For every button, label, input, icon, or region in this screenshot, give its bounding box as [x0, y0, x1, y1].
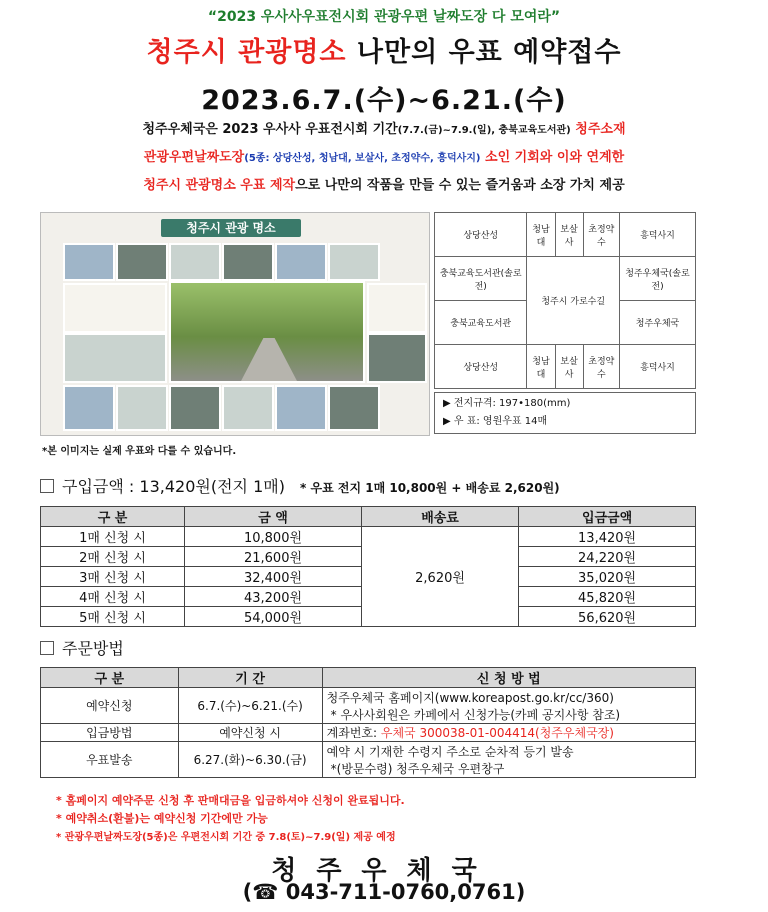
total-cell: 35,020원 [519, 567, 696, 587]
col-header: 배송료 [361, 507, 518, 527]
qty-cell: 2매 신청 시 [41, 547, 185, 567]
stamp-cell [116, 243, 168, 281]
stamp-cell [367, 283, 427, 333]
slogan: “2023 우사사우표전시회 관광우편 날짜도장 다 모여라” [207, 9, 561, 25]
layout-cell: 보살사 [555, 213, 583, 257]
method-line: *(방문수령) 청주우체국 우편창구 [330, 761, 505, 776]
row-label: 우표발송 [41, 742, 179, 778]
method-line: 청주우체국 홈페이지(www.koreapost.go.kr/cc/360) [326, 690, 614, 705]
sheet-header [41, 213, 429, 243]
col-header: 구 분 [41, 668, 179, 688]
stamp-cell [63, 283, 167, 333]
layout-cell: 초정약수 [583, 345, 619, 389]
stamp-cell [169, 243, 221, 281]
row-period: 예약신청 시 [178, 724, 322, 742]
intro-highlight: 청주시 관광명소 우표 제작 [143, 178, 296, 193]
layout-cell: 청남대 [527, 213, 555, 257]
note-line: * 관광우편날짜도장(5종)은 우편전시회 기간 중 7.8(토)~7.9(일) 제공 예정 [56, 832, 396, 843]
spec-count: ▶ 우 표: 영원우표 14매 [443, 416, 548, 427]
stamp-cell [275, 243, 327, 281]
row-period: 6.7.(수)~6.21.(수) [178, 688, 322, 724]
title-highlight: 청주시 관광명소 [146, 37, 347, 68]
qty-cell: 5매 신청 시 [41, 607, 185, 627]
intro-text: 청주우체국은 2023 우사사 우표전시회 기간 [142, 122, 398, 137]
stamp-cell [328, 243, 380, 281]
account-number: 우체국 300038-01-004414(청주우체국장) [380, 726, 614, 740]
amount-cell: 54,000원 [185, 607, 362, 627]
date-range: 2023.6.7.(수)~6.21.(수) [201, 85, 567, 116]
layout-cell: 흥덕사지 [619, 213, 695, 257]
intro-highlight: 청주소재 [575, 122, 626, 137]
price-table [40, 506, 696, 627]
layout-cell: 상당산성 [435, 213, 527, 257]
stamp-cell [367, 333, 427, 383]
stamp-cell [169, 385, 221, 431]
col-header: 입금금액 [519, 507, 696, 527]
spec-size: ▶ 전지규격: 197•180(mm) [443, 398, 571, 409]
stamp-cell [63, 385, 115, 431]
layout-cell: 충북교육도서관(솔로전) [435, 257, 527, 301]
checkbox-icon [40, 479, 54, 493]
col-header: 구 분 [41, 507, 185, 527]
stamp-cell [63, 333, 167, 383]
col-header: 금 액 [185, 507, 362, 527]
table-row [41, 724, 696, 742]
amount-cell: 21,600원 [185, 547, 362, 567]
stamp-sheet-image [40, 212, 430, 436]
purchase-detail: * 우표 전지 1매 10,800원 + 배송료 2,620원) [300, 481, 560, 495]
spec-box [434, 392, 696, 434]
qty-cell: 4매 신청 시 [41, 587, 185, 607]
table-row [41, 527, 696, 547]
col-header: 신 청 방 법 [322, 668, 695, 688]
order-table [40, 667, 696, 778]
intro-line-1 [0, 116, 768, 145]
intro-highlight: 소인 기회와 이와 연계한 [485, 150, 625, 165]
order-heading [40, 636, 124, 659]
stamp-layout-table [434, 212, 696, 389]
amount-cell: 32,400원 [185, 567, 362, 587]
layout-center-cell: 청주시 가로수길 [527, 257, 620, 345]
qty-cell: 1매 신청 시 [41, 527, 185, 547]
checkbox-icon [40, 641, 54, 655]
order-heading-text: 주문방법 [62, 639, 124, 658]
total-cell: 56,620원 [519, 607, 696, 627]
note-line: * 홈페이지 예약주문 신청 후 판매대금을 입금하셔야 신청이 완료됩니다. [56, 794, 405, 807]
layout-cell: 청주우체국 [619, 301, 695, 345]
phone-number: (☎ 043-711-0760,0761) [242, 880, 526, 904]
layout-cell: 충북교육도서관 [435, 301, 527, 345]
intro-small: (7.7.(금)~7.9.(일), 충북교육도서관) [397, 125, 571, 136]
purchase-heading-text: 구입금액 : 13,420원(전지 1매) [62, 477, 285, 496]
stamp-cell [328, 385, 380, 431]
table-row [41, 742, 696, 778]
road-shape [241, 338, 297, 381]
row-label: 입금방법 [41, 724, 179, 742]
layout-cell: 초정약수 [583, 213, 619, 257]
amount-cell: 43,200원 [185, 587, 362, 607]
post-office-name: 청주우체국 [271, 856, 497, 886]
total-cell: 24,220원 [519, 547, 696, 567]
intro-small: (5종: 상당산성, 청남대, 보살사, 초정약수, 흥덕사지) [244, 153, 481, 164]
row-period: 6.27.(화)~6.30.(금) [178, 742, 322, 778]
row-method [322, 742, 695, 778]
total-cell: 13,420원 [519, 527, 696, 547]
layout-cell: 보살사 [555, 345, 583, 389]
total-cell: 45,820원 [519, 587, 696, 607]
row-method [322, 724, 695, 742]
image-note: *본 이미지는 실제 우표와 다를 수 있습니다. [42, 446, 237, 457]
shipping-cell: 2,620원 [361, 527, 518, 627]
intro-text: 으로 나만의 작품을 만들 수 있는 즐거움과 소장 가치 제공 [295, 178, 625, 193]
stamp-cell [222, 243, 274, 281]
row-method [322, 688, 695, 724]
intro-highlight: 관광우편날짜도장 [143, 150, 245, 165]
layout-cell: 청남대 [527, 345, 555, 389]
intro-line-3 [0, 172, 768, 200]
method-line: 예약 시 기재한 수령지 주소로 순차적 등기 발송 [326, 744, 574, 759]
page-title [0, 30, 768, 69]
layout-cell: 상당산성 [435, 345, 527, 389]
stamp-cell [63, 243, 115, 281]
title-rest: 나만의 우표 예약접수 [356, 37, 622, 68]
method-line: * 우사사회원은 카페에서 신청가능(카페 공지사항 참조) [330, 707, 621, 722]
row-label: 예약신청 [41, 688, 179, 724]
avenue-photo [169, 281, 365, 383]
qty-cell: 3매 신청 시 [41, 567, 185, 587]
stamp-cell [116, 385, 168, 431]
table-row [41, 688, 696, 724]
intro-line-2 [0, 144, 768, 173]
account-label: 계좌번호: [326, 726, 381, 740]
sheet-title: 청주시 관광 명소 [161, 219, 301, 237]
stamp-cell [275, 385, 327, 431]
stamp-cell [222, 385, 274, 431]
purchase-heading [40, 474, 560, 497]
layout-cell: 흥덕사지 [619, 345, 695, 389]
note-line: * 예약취소(환불)는 예약신청 기간에만 가능 [56, 812, 268, 825]
col-header: 기 간 [178, 668, 322, 688]
layout-cell: 청주우체국(솔로전) [619, 257, 695, 301]
amount-cell: 10,800원 [185, 527, 362, 547]
